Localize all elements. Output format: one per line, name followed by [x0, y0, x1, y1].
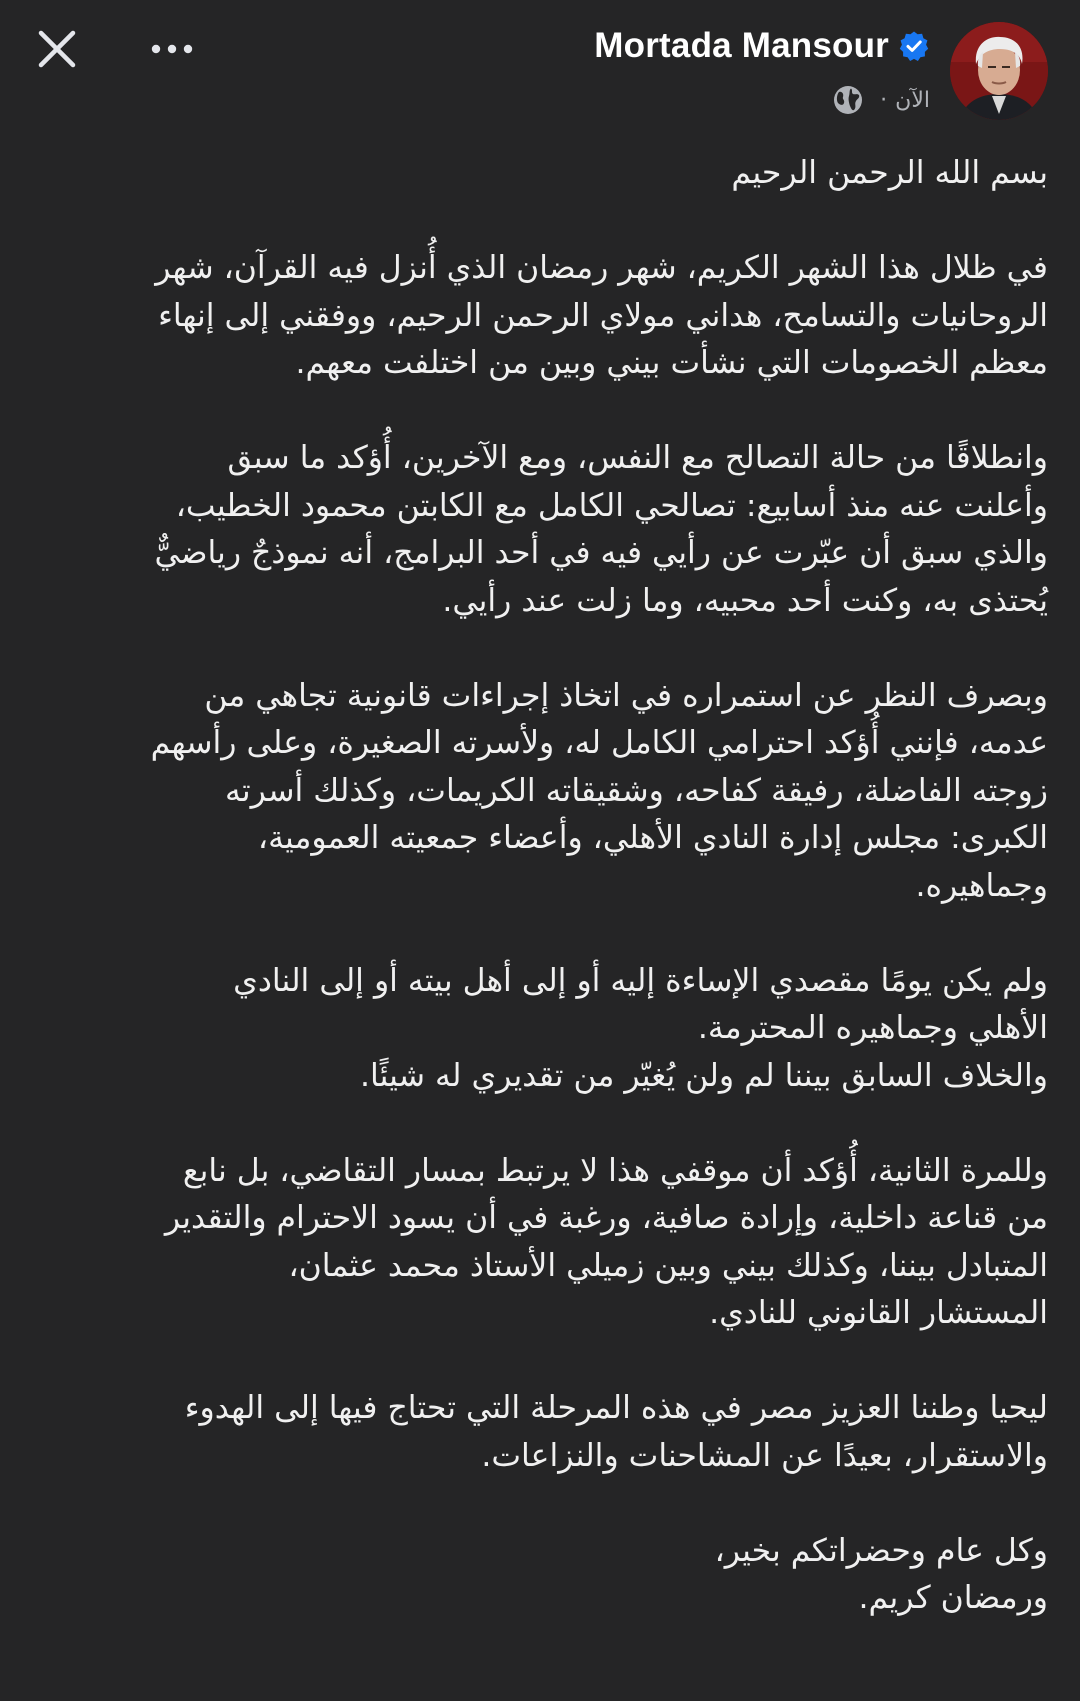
post-paragraph — [28, 1148, 1048, 1338]
post-line: يُحتذى به، وكنت أحد محبيه، وما زلت عند رأيي. — [442, 582, 1048, 619]
more-options-button[interactable] — [145, 22, 199, 76]
post-line: معظم الخصومات التي نشأت بيني وبين من اختلفت معهم. — [295, 345, 1048, 381]
post-line: والاستقرار، بعيدًا عن المشاحنات والنزاعات. — [481, 1437, 1048, 1474]
post-line: الكبرى: مجلس إدارة النادي الأهلي، وأعضاء جمعيته العمومية، — [257, 820, 1048, 856]
post-line: وأعلنت عنه منذ أسابيع: تصالحي الكامل مع الكابتن محمود الخطيب، — [175, 487, 1048, 524]
author-line — [594, 26, 930, 66]
meta-separator: · — [880, 87, 888, 113]
close-button[interactable] — [30, 22, 84, 76]
post-paragraph — [28, 1385, 1048, 1480]
post-line: ولم يكن يومًا مقصدي الإساءة إليه أو إلى أهل بيته أو إلى النادي — [233, 962, 1048, 999]
post-line: وكل عام وحضراتكم بخير، — [714, 1532, 1048, 1569]
post-line: ليحيا وطننا العزيز مصر في هذه المرحلة التي تحتاج فيها إلى الهدوء — [184, 1390, 1048, 1426]
post-paragraph — [28, 435, 1048, 625]
post-line: المتبادل بيننا، وكذلك بيني وبين زميلي الأستاذ محمد عثمان، — [288, 1247, 1048, 1284]
avatar-photo — [950, 22, 1048, 120]
close-icon — [37, 29, 77, 69]
post-timestamp[interactable]: الآن — [895, 87, 930, 113]
post-line: الأهلي وجماهيره المحترمة. — [697, 1010, 1048, 1046]
post-meta — [832, 84, 930, 116]
post-line: وللمرة الثانية، أُؤكد أن موقفي هذا لا يرتبط بمسار التقاضي، بل نابع — [182, 1152, 1048, 1189]
post-line: وانطلاقًا من حالة التصالح مع النفس، ومع الآخرين، أُؤكد ما سبق — [227, 440, 1048, 476]
more-options-icon — [150, 43, 194, 55]
post-paragraph — [28, 958, 1048, 1101]
post-text — [28, 150, 1048, 1623]
post-line: في ظلال هذا الشهر الكريم، شهر رمضان الذي أُنزل فيه القرآن، شهر — [155, 250, 1048, 286]
post-line: والذي سبق أن عبّرت عن رأيي فيه في أحد البرامج، أنه نموذجٌ رياضيٌّ — [154, 535, 1048, 571]
post-line: المستشار القانوني للنادي. — [709, 1295, 1048, 1331]
post-paragraph — [28, 245, 1048, 388]
author-name[interactable]: Mortada Mansour — [594, 26, 889, 65]
globe-icon — [832, 84, 864, 116]
post-line: والخلاف السابق بيننا لم ولن يُغيّر من تقديري له شيئًا. — [359, 1057, 1048, 1094]
post-header — [0, 0, 1080, 140]
post-line: وجماهيره. — [915, 867, 1048, 904]
post-line: زوجته الفاضلة، رفيقة كفاحه، وشقيقاته الكريمات، وكذلك أسرته — [225, 772, 1048, 809]
post-paragraph — [28, 1528, 1048, 1623]
post-paragraph — [28, 150, 1048, 198]
post-paragraph — [28, 673, 1048, 911]
post-line: عدمه، فإنني أُؤكد احترامي الكامل له، ولأسرته الصغيرة، وعلى رأسهم — [150, 725, 1048, 761]
post-line: من قناعة داخلية، وإرادة صافية، ورغبة في أن يسود الاحترام والتقدير — [164, 1200, 1048, 1236]
post-line: ورمضان كريم. — [858, 1580, 1048, 1616]
post-line: بسم الله الرحمن الرحيم — [731, 155, 1048, 191]
post-line: وبصرف النظر عن استمراره في اتخاذ إجراءات قانونية تجاهي من — [204, 677, 1048, 714]
verified-badge-icon — [898, 30, 930, 62]
author-avatar[interactable] — [950, 22, 1048, 120]
post-line: الروحانيات والتسامح، هداني مولاي الرحمن الرحيم، ووفقني إلى إنهاء — [158, 297, 1048, 334]
